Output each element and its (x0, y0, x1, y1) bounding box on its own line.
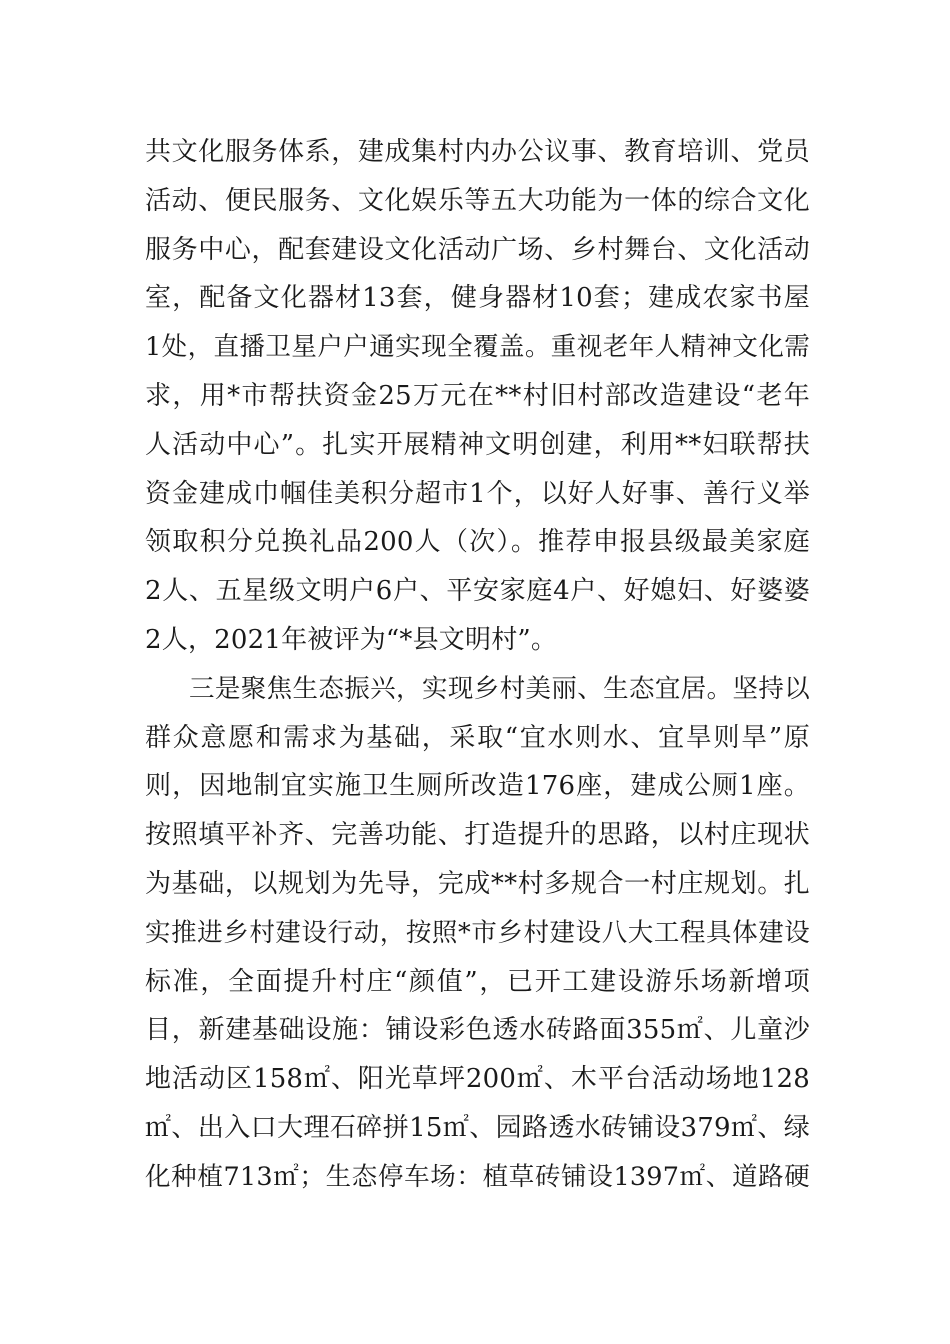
text-line: 1处，直播卫星户户通实现全覆盖。重视老年人精神文化需 (145, 332, 810, 363)
text-line: 人活动中心”。扎实开展精神文明创建，利用**妇联帮扶 (145, 429, 810, 460)
text-line: 室，配备文化器材13套，健身器材10套；建成农家书屋 (145, 283, 810, 314)
text-line: 活动、便民服务、文化娱乐等五大功能为一体的综合文化 (145, 185, 810, 216)
document-page (145, 128, 810, 1202)
text-line: 为基础，以规划为先导，完成**村多规合一村庄规划。扎 (145, 868, 810, 899)
text-line: 群众意愿和需求为基础，采取“宜水则水、宜旱则旱”原 (145, 722, 810, 753)
text-line: 三是聚焦生态振兴，实现乡村美丽、生态宜居。坚持以 (189, 673, 810, 704)
text-line: 地活动区158㎡、阳光草坪200㎡、木平台活动场地128 (145, 1064, 810, 1095)
text-line: 化种植713㎡；生态停车场：植草砖铺设1397㎡、道路硬 (145, 1161, 810, 1192)
text-line: 求，用*市帮扶资金25万元在**村旧村部改造建设“老年 (145, 380, 810, 411)
text-line: 领取积分兑换礼品200人（次）。推荐申报县级最美家庭 (145, 527, 810, 558)
text-line: 实推进乡村建设行动，按照*市乡村建设八大工程具体建设 (145, 917, 810, 948)
paragraph-ecology (145, 665, 810, 1202)
text-line: 共文化服务体系，建成集村内办公议事、教育培训、党员 (145, 137, 810, 167)
text-line: 按照填平补齐、完善功能、打造提升的思路，以村庄现状 (145, 820, 810, 851)
text-line: 标准，全面提升村庄“颜值”，已开工建设游乐场新增项 (145, 966, 810, 997)
text-line: 2人、五星级文明户6户、平安家庭4户、好媳妇、好婆婆 (145, 576, 810, 607)
text-line: 目，新建基础设施：铺设彩色透水砖路面355㎡、儿童沙 (145, 1015, 810, 1046)
text-line: 服务中心，配套建设文化活动广场、乡村舞台、文化活动 (145, 234, 810, 265)
text-line: 资金建成巾帼佳美积分超市1个，以好人好事、善行义举 (145, 478, 810, 509)
text-line: 则，因地制宜实施卫生厕所改造176座，建成公厕1座。 (145, 771, 810, 802)
text-line: ㎡、出入口大理石碎拼15㎡、园路透水砖铺设379㎡、绿 (145, 1112, 810, 1143)
paragraph-culture (145, 128, 810, 665)
text-line: 2人，2021年被评为“*县文明村”。 (145, 624, 558, 655)
